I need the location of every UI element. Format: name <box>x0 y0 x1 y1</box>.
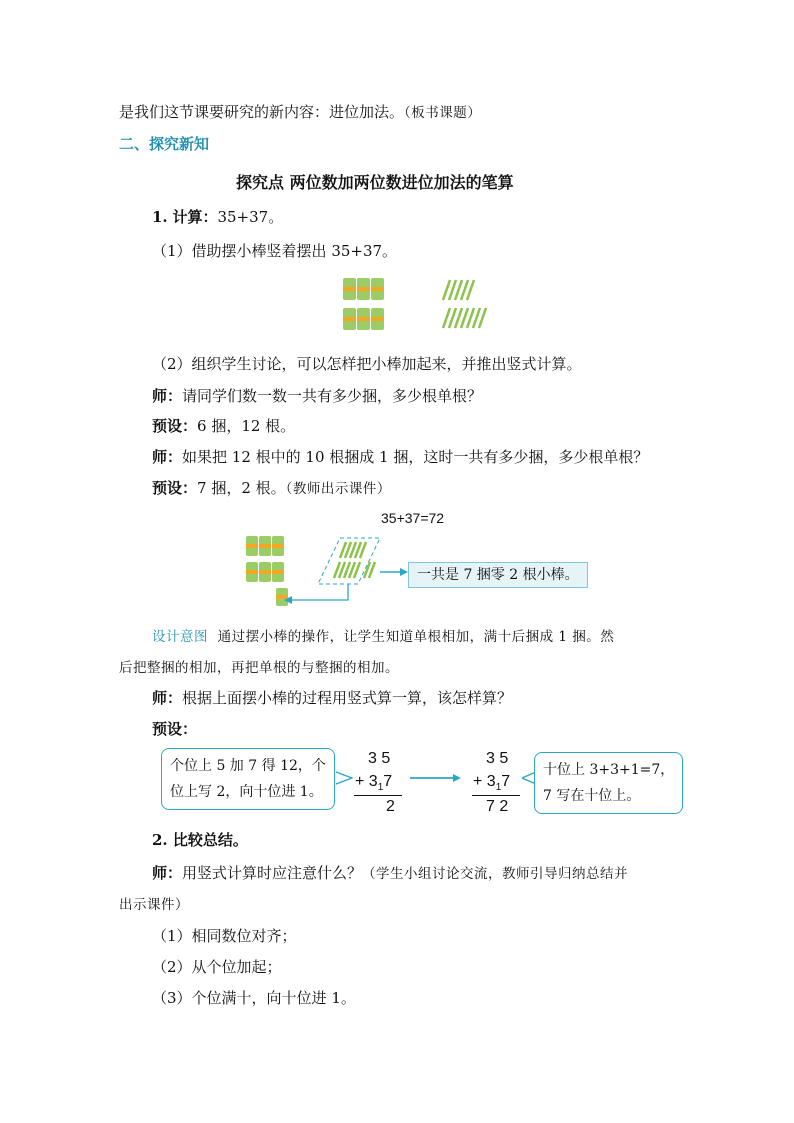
intro-note: （板书课题） <box>404 105 482 121</box>
second-ones: 7 <box>383 773 393 790</box>
point-2: （2）从个位加起； <box>152 958 282 976</box>
second-tens: 3 <box>368 773 378 790</box>
bundle <box>343 278 356 300</box>
item2-number: 2. <box>152 831 168 849</box>
singles-twelve <box>334 542 375 578</box>
section-heading: 二、探究新知 <box>119 135 210 153</box>
figure2-equation: 35+37=72 <box>381 510 445 526</box>
calc2-second <box>473 773 510 793</box>
bundles-35 <box>343 278 474 300</box>
step1: （1）借助摆小棒竖着摆出 35+37。 <box>152 242 398 260</box>
single-sticks-7 <box>443 308 486 328</box>
point-1: （1）相同数位对齐； <box>152 927 297 945</box>
bundle <box>357 278 370 300</box>
a1-text: 6 捆，12 根。 <box>197 417 296 435</box>
intro-line <box>119 101 481 122</box>
calc1-top: 3 5 <box>368 750 391 767</box>
design-intent-text1: 通过摆小棒的操作，让学生知道单根相加，满十后捆成 1 捆。然 <box>217 629 615 645</box>
calc2-top: 3 5 <box>486 750 509 767</box>
design-intent-label: 设计意图 <box>152 629 208 645</box>
bubble-left-line2: 位上写 2，向十位进 1。 <box>170 784 323 800</box>
plus-sign: + <box>473 773 483 790</box>
bubble-right-line2: 7 写在十位上。 <box>543 788 641 804</box>
a2 <box>152 477 391 498</box>
a3-speaker: 预设： <box>152 720 198 738</box>
a1 <box>152 415 295 436</box>
q1-text: 请同学们数一数一共有多少捆，多少根单根？ <box>182 387 483 405</box>
bubble-left-pointer <box>336 770 354 786</box>
q3 <box>152 687 512 708</box>
intro-text: 是我们这节课要研究的新内容：进位加法。 <box>119 103 405 121</box>
bubble-left-line1: 个位上 5 加 7 得 12，个 <box>170 758 326 774</box>
single-sticks-5 <box>443 280 474 300</box>
speaker-teacher: 师： <box>152 387 183 405</box>
bubble-right <box>534 752 683 814</box>
a2-text: 7 捆，2 根。 <box>197 479 286 497</box>
q4 <box>152 862 628 883</box>
q2 <box>152 446 648 467</box>
a2-note: （教师出示课件） <box>285 481 391 497</box>
sticks-figure-35-37 <box>335 272 495 338</box>
design-intent-line1 <box>152 625 614 645</box>
explore-title: 探究点 两位数加两位数进位加法的笔算 <box>236 173 514 192</box>
plus-sign: + <box>355 773 365 790</box>
calc1-second <box>355 773 392 793</box>
item1 <box>152 206 283 227</box>
q3-text: 根据上面摆小棒的过程用竖式算一算，该怎样算？ <box>182 689 513 707</box>
speaker-teacher: 师： <box>152 448 183 466</box>
calc1-result: 2 <box>386 798 395 815</box>
q4-note2: 出示课件） <box>119 897 189 913</box>
regroup-arrow <box>292 584 348 600</box>
q4-note1: （学生小组讨论交流，教师引导归纳总结并 <box>362 866 629 882</box>
item1-number: 1. <box>152 208 168 226</box>
bundle <box>357 308 370 330</box>
bundles-37 <box>343 308 486 330</box>
bundle <box>343 308 356 330</box>
calc2-result: 7 2 <box>486 798 509 815</box>
step2: （2）组织学生讨论，可以怎样把小棒加起来，并推出竖式计算。 <box>152 355 582 373</box>
bundles-six <box>246 536 288 606</box>
bubble-left <box>161 748 335 810</box>
calc1-rule <box>354 795 402 796</box>
speaker-preset: 预设： <box>152 417 198 435</box>
design-intent-line2: 后把整捆的相加，再把单根的与整捆的相加。 <box>119 660 399 676</box>
item1-expression: 35+37。 <box>217 208 284 226</box>
carry-digit: 1 <box>495 782 502 794</box>
q2-text: 如果把 12 根中的 10 根捆成 1 捆，这时一共有多少捆，多少根单根？ <box>182 448 649 466</box>
bundle <box>371 278 384 300</box>
item2-label: 比较总结。 <box>172 831 248 849</box>
bundle <box>371 308 384 330</box>
item1-label: 计算： <box>172 208 218 226</box>
new-bundle <box>276 588 288 606</box>
second-tens: 3 <box>486 773 496 790</box>
speaker-teacher: 师： <box>152 864 183 882</box>
bubble-right-line1: 十位上 3+3+1=7， <box>543 762 675 778</box>
q4-text: 用竖式计算时应注意什么？ <box>182 864 363 882</box>
point-3: （3）个位满十，向十位进 1。 <box>152 989 356 1007</box>
figure2-callout: 一共是 7 捆零 2 根小棒。 <box>408 562 588 588</box>
q1 <box>152 385 482 406</box>
speaker-preset: 预设： <box>152 479 198 497</box>
second-ones: 7 <box>501 773 511 790</box>
transition-arrow <box>410 772 462 784</box>
item2 <box>152 829 248 850</box>
calc2-rule <box>472 795 520 796</box>
carry-digit: 1 <box>377 782 384 794</box>
speaker-teacher: 师： <box>152 689 183 707</box>
